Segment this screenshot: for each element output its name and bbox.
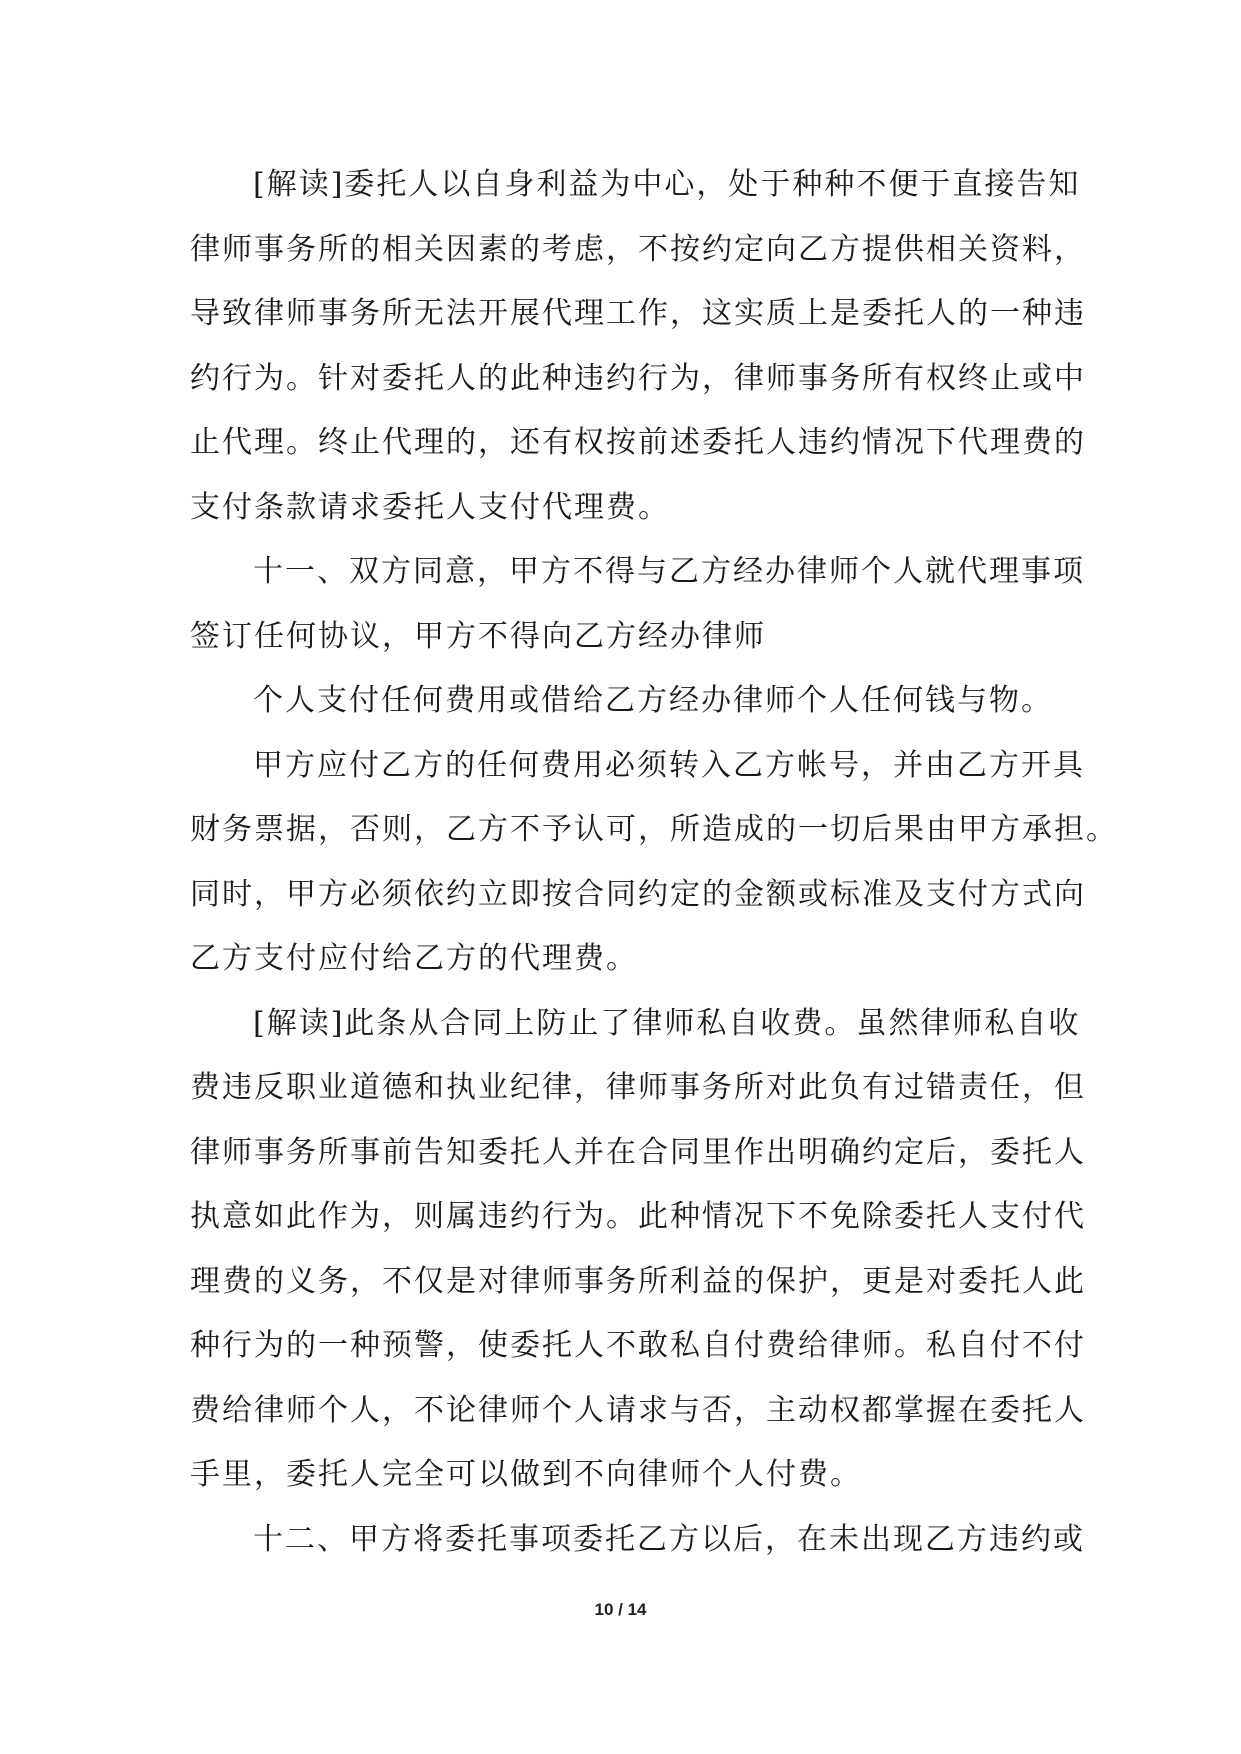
text-line: 支付条款请求委托人支付代理费。 — [190, 489, 670, 525]
text-line: [解读]此条从合同上防止了律师私自收费。虽然律师私自收 — [253, 1005, 1081, 1041]
text-line: 手里，委托人完全可以做到不向律师个人付费。 — [190, 1457, 862, 1492]
text-line: 律师事务所的相关因素的考虑，不按约定向乙方提供相关资料， — [190, 231, 1086, 267]
text-line: 约行为。针对委托人的此种违约行为，律师事务所有权终止或中 — [190, 360, 1086, 396]
text-line: 止代理。终止代理的，还有权按前述委托人违约情况下代理费的 — [190, 425, 1086, 460]
text-line: 费给律师个人，不论律师个人请求与否，主动权都掌握在委托人 — [190, 1392, 1086, 1428]
text-line: 执意如此作为，则属违约行为。此种情况下不免除委托人支付代 — [190, 1199, 1086, 1234]
body-text — [190, 153, 1118, 1572]
text-line: 同时，甲方必须依约立即按合同约定的金额或标准及支付方式向 — [190, 876, 1086, 912]
text-line: 乙方支付应付给乙方的代理费。 — [190, 941, 638, 976]
text-line: 费违反职业道德和执业纪律，律师事务所对此负有过错责任，但 — [190, 1070, 1086, 1105]
document-body — [190, 153, 1118, 1572]
text-line: [解读]委托人以自身利益为中心，处于种种不便于直接告知 — [253, 167, 1081, 202]
text-line: 导致律师事务所无法开展代理工作，这实质上是委托人的一种违 — [190, 296, 1086, 331]
text-line: 律师事务所事前告知委托人并在合同里作出明确约定后，委托人 — [190, 1134, 1086, 1170]
text-line: 十一、双方同意，甲方不得与乙方经办律师个人就代理事项 — [253, 554, 1085, 589]
page-number: 10 / 14 — [594, 1600, 647, 1619]
text-line: 财务票据，否则，乙方不予认可，所造成的一切后果由甲方承担。 — [190, 812, 1118, 847]
text-line: 签订任何协议，甲方不得向乙方经办律师 — [190, 618, 766, 654]
text-line: 十二、甲方将委托事项委托乙方以后，在未出现乙方违约或 — [253, 1521, 1085, 1557]
text-line: 种行为的一种预警，使委托人不敢私自付费给律师。私自付不付 — [190, 1328, 1086, 1363]
text-line: 个人支付任何费用或借给乙方经办律师个人任何钱与物。 — [253, 683, 1053, 718]
text-line: 甲方应付乙方的任何费用必须转入乙方帐号，并由乙方开具 — [253, 747, 1085, 783]
text-line: 理费的义务，不仅是对律师事务所利益的保护，更是对委托人此 — [190, 1263, 1086, 1299]
